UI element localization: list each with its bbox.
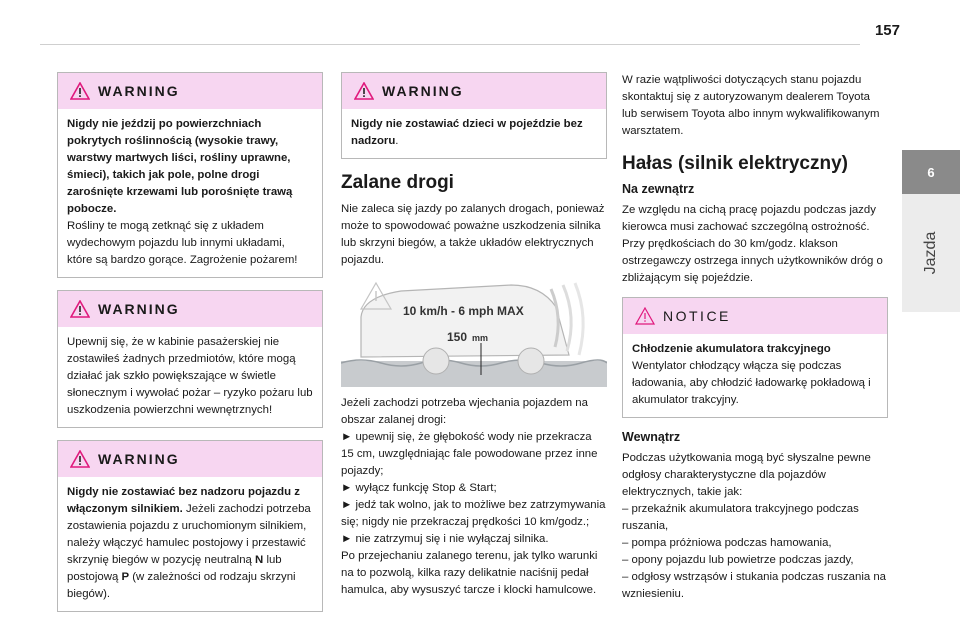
- gear-p-letter: P: [121, 571, 130, 583]
- notice-title: NOTICE: [663, 308, 731, 324]
- warning-title: WARNING: [98, 451, 180, 467]
- warning-header: [58, 441, 322, 477]
- intro-text: W razie wątpliwości dotyczących stanu pojazdu skontaktuj się z autoryzowanym dealerem Toyota lub serwisem Toyota albo innym wykwalifikowanym warsztatem.: [622, 74, 880, 137]
- instruction-line: ► upewnij się, że głębokość wody nie przekracza 15 cm, uwzględniając fale powodowane przez inne pojazdy;: [341, 431, 598, 477]
- notice-triangle-icon: [635, 307, 655, 325]
- instruction-line: Jeżeli zachodzi potrzeba wjechania pojazdem na obszar zalanej drogi:: [341, 397, 588, 426]
- chapter-tab[interactable]: [902, 150, 960, 312]
- instruction-line: Po przejechaniu zalanego terenu, jak tylko warunki na to pozwolą, kilka razy delikatnie naciśnij pedał hamulca, aby wysuszyć tarcze i klocki hamulcowe.: [341, 550, 598, 596]
- column-middle: [341, 72, 607, 599]
- warning-header: [58, 291, 322, 327]
- warning-box-engine-running: [57, 440, 323, 612]
- warning-body: [342, 109, 606, 158]
- warning-text: lub postojową: [67, 554, 282, 583]
- warning-bold-text: Nigdy nie jeździj po powierzchniach pokrytych roślinnością (wysokie trawy, warstwy martwych liści, rośliny uprawne, śmieci), takich jak pole, polne drogi zarośnięte krzewami lub porośnięte trawą pobocze.: [67, 118, 293, 215]
- notice-box-battery-cooling: [622, 297, 888, 418]
- notice-body: [623, 334, 887, 417]
- inside-text: [622, 450, 888, 603]
- warning-box-children: [341, 72, 607, 159]
- intro-text: Nie zaleca się jazdy po zalanych drogach, ponieważ może to spowodować poważne uszkodzenia silnika lub skrzyni biegów, a także układów elektrycznych pojazdu.: [341, 203, 605, 266]
- notice-bold-text: Chłodzenie akumulatora trakcyjnego: [632, 343, 831, 355]
- subheading-outside: Na zewnątrz: [622, 182, 695, 196]
- flooded-road-instructions: [341, 395, 607, 599]
- chapter-label: Jazda: [922, 231, 939, 275]
- section-intro: [341, 201, 607, 269]
- column-right: [622, 72, 888, 603]
- warning-body: [58, 327, 322, 427]
- warning-text: (w zależności od rodzaju skrzyni biegów).: [67, 571, 296, 600]
- outside-text: [622, 202, 888, 287]
- warning-text: Jeżeli zachodzi potrzeba zostawienia pojazdu z uruchomionym silnikiem, należy włączyć hamulec postojowy i przestawić skrzynię biegów w pozycję neutralną: [67, 503, 311, 566]
- section-title-noise: Hałas (silnik elektryczny): [622, 153, 848, 174]
- warning-triangle-icon: [354, 82, 374, 100]
- noise-list-item: – odgłosy wstrząsów i stukania podczas ruszania na wzniesieniu.: [622, 571, 887, 600]
- warning-triangle-icon: [70, 82, 90, 100]
- chapter-number: 6: [902, 150, 960, 194]
- speed-limit-label: 10 km/h - 6 mph MAX: [403, 304, 524, 318]
- notice-text: Wentylator chłodzący włącza się podczas ładowania, aby chłodzić ładowarkę pokładową i akumulator trakcyjny.: [632, 360, 871, 406]
- water-depth-unit: mm: [472, 333, 489, 343]
- noise-list-item: – pompa próżniowa podczas hamowania,: [622, 537, 832, 549]
- instruction-line: ► jedź tak wolno, jak to możliwe bez zatrzymywania się; nigdy nie przekraczaj prędkości 10 km/godz.;: [341, 499, 606, 528]
- warning-bold-text: Nigdy nie zostawiać dzieci w pojeździe bez nadzoru: [351, 118, 583, 147]
- instruction-line: ► nie zatrzymuj się i nie wyłączaj silnika.: [341, 533, 549, 545]
- gear-n-letter: N: [255, 554, 264, 566]
- warning-header: [58, 73, 322, 109]
- warning-header: [342, 73, 606, 109]
- warning-box-magnifying: [57, 290, 323, 428]
- section-title-flooded-roads: Zalane drogi: [341, 172, 454, 193]
- warning-text: .: [395, 135, 399, 147]
- flooded-road-illustration: [341, 277, 607, 387]
- warning-box-vegetation: [57, 72, 323, 278]
- warning-triangle-icon: [70, 300, 90, 318]
- outside-paragraph: Przy prędkościach do 30 km/godz. klakson ostrzegawczy ostrzega innych użytkowników dróg o zbliżającym się pojeździe.: [622, 238, 883, 284]
- dealer-contact-text: [622, 72, 888, 140]
- notice-header: [623, 298, 887, 334]
- warning-body: [58, 109, 322, 277]
- inside-paragraph: Podczas użytkowania mogą być słyszalne pewne odgłosy charakterystyczne dla pojazdów elektrycznych, takie jak:: [622, 452, 871, 498]
- outside-paragraph: Ze względu na cichą pracę pojazdu podczas jazdy kierowca musi zachować szczególną ostrożność.: [622, 204, 876, 233]
- page-number: 157: [874, 22, 900, 39]
- header-divider: [40, 44, 860, 45]
- warning-text: Rośliny te mogą zetknąć się z układem wydechowym pojazdu lub innymi układami, które są bardzo gorące. Zagrożenie pożarem!: [67, 220, 298, 266]
- warning-body: [58, 477, 322, 611]
- noise-list-item: – opony pojazdu lub powietrze podczas jazdy,: [622, 554, 854, 566]
- noise-list-item: – przekaźnik akumulatora trakcyjnego podczas ruszania,: [622, 503, 859, 532]
- warning-title: WARNING: [382, 83, 464, 99]
- warning-triangle-icon: [70, 450, 90, 468]
- warning-bold-text: Nigdy nie zostawiać bez nadzoru pojazdu z włączonym silnikiem.: [67, 486, 300, 515]
- chapter-label-box: [902, 194, 960, 312]
- warning-title: WARNING: [98, 301, 180, 317]
- instruction-line: ► wyłącz funkcję Stop & Start;: [341, 482, 497, 494]
- warning-text: Upewnij się, że w kabinie pasażerskiej nie zostawiłeś żadnych przedmiotów, które mogą działać jak szkło powiększające w świetle słonecznym i wywołać pożar – ryzyko pożaru lub uszkodzenia powierzchni wewnętrznych!: [67, 336, 313, 416]
- column-left: [57, 72, 323, 624]
- subheading-inside: Wewnątrz: [622, 430, 681, 444]
- water-depth-value: 150: [447, 330, 468, 344]
- warning-title: WARNING: [98, 83, 180, 99]
